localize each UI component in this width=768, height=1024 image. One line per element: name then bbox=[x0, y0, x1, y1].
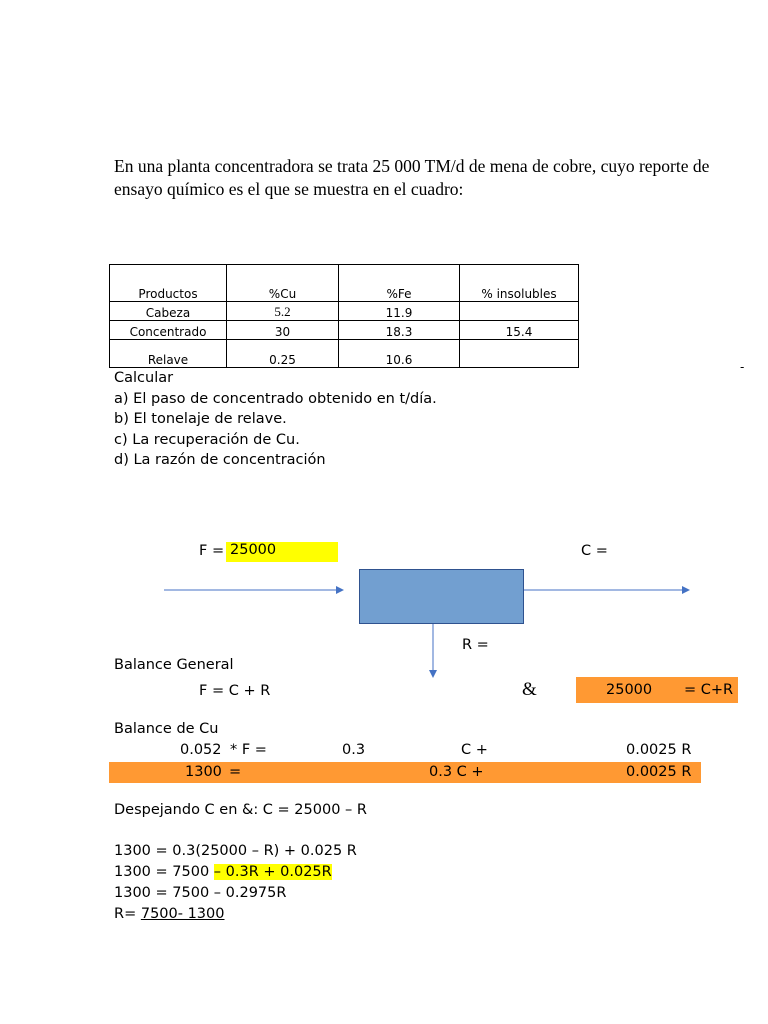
solution-line-2-highlight: – 0.3R + 0.025R bbox=[213, 864, 332, 880]
cell-insolubles: 15.4 bbox=[460, 321, 579, 340]
despejando-line: Despejando C en &: C = 25000 – R bbox=[114, 802, 367, 818]
cell-cu: 30 bbox=[227, 321, 339, 340]
calc-item-c: c) La recuperación de Cu. bbox=[114, 431, 300, 448]
cu-row2-highlight bbox=[109, 762, 701, 783]
cell-fe: 18.3 bbox=[339, 321, 460, 340]
amp-symbol: & bbox=[522, 679, 537, 700]
cell-product: Concentrado bbox=[110, 321, 227, 340]
balance-general-equation: F = C + R bbox=[199, 683, 271, 699]
solution-line-4-a: R= bbox=[114, 906, 141, 922]
cu-row1-c: 0.3 bbox=[342, 742, 366, 758]
tail-label: R = bbox=[462, 637, 489, 653]
header-cu: %Cu bbox=[227, 265, 339, 302]
cu-row1-d: C + bbox=[461, 742, 488, 758]
solution-line-1: 1300 = 0.3(25000 – R) + 0.025 R bbox=[114, 843, 357, 859]
boxed-value: 25000 bbox=[606, 682, 653, 698]
calc-item-a: a) El paso de concentrado obtenido en t/día. bbox=[114, 390, 437, 407]
cell-product: Relave bbox=[110, 340, 227, 368]
solution-line-4 bbox=[114, 906, 225, 922]
side-mark: - bbox=[740, 360, 745, 374]
cu-row2-b: = bbox=[229, 764, 242, 780]
header-productos: Productos bbox=[110, 265, 227, 302]
process-box bbox=[359, 569, 524, 624]
solution-line-4-underlined: 7500- 1300 bbox=[140, 906, 225, 922]
header-fe: %Fe bbox=[339, 265, 460, 302]
intro-line-2: ensayo químico es el que se muestra en el cuadro: bbox=[114, 179, 464, 199]
balance-cu-title: Balance de Cu bbox=[114, 721, 219, 737]
solution-line-3: 1300 = 7500 – 0.2975R bbox=[114, 885, 287, 901]
solution-line-2-a: 1300 = 7500 bbox=[114, 864, 214, 880]
cu-row2-c: 0.3 C + bbox=[429, 764, 484, 780]
cell-fe: 11.9 bbox=[339, 302, 460, 321]
calc-item-d: d) La razón de concentración bbox=[114, 452, 326, 468]
cell-cu: 0.25 bbox=[227, 340, 339, 368]
boxed-rhs: = C+R bbox=[684, 682, 734, 698]
cell-cu: 5.2 bbox=[227, 302, 339, 321]
solution-line-2 bbox=[114, 864, 332, 880]
feed-value: 25000 bbox=[226, 542, 338, 562]
feed-label: F = bbox=[199, 543, 225, 559]
cell-fe: 10.6 bbox=[339, 340, 460, 368]
cu-row2-a: 1300 bbox=[185, 764, 222, 780]
cu-row1-b: * F = bbox=[230, 742, 267, 758]
conc-label: C = bbox=[581, 543, 608, 559]
intro-line-1: En una planta concentradora se trata 25 000 TM/d de mena de cobre, cuyo reporte de bbox=[114, 156, 710, 176]
balance-general-title: Balance General bbox=[114, 657, 234, 673]
cu-row1-a: 0.052 bbox=[180, 742, 222, 758]
cu-row1-e: 0.0025 R bbox=[626, 742, 692, 758]
calc-title: Calcular bbox=[114, 370, 174, 386]
calc-item-b: b) El tonelaje de relave. bbox=[114, 411, 287, 427]
balance-general-highlight bbox=[576, 677, 738, 703]
cell-product: Cabeza bbox=[110, 302, 227, 321]
cu-row2-e: 0.0025 R bbox=[626, 764, 692, 780]
header-insolubles: % insolubles bbox=[460, 265, 579, 302]
